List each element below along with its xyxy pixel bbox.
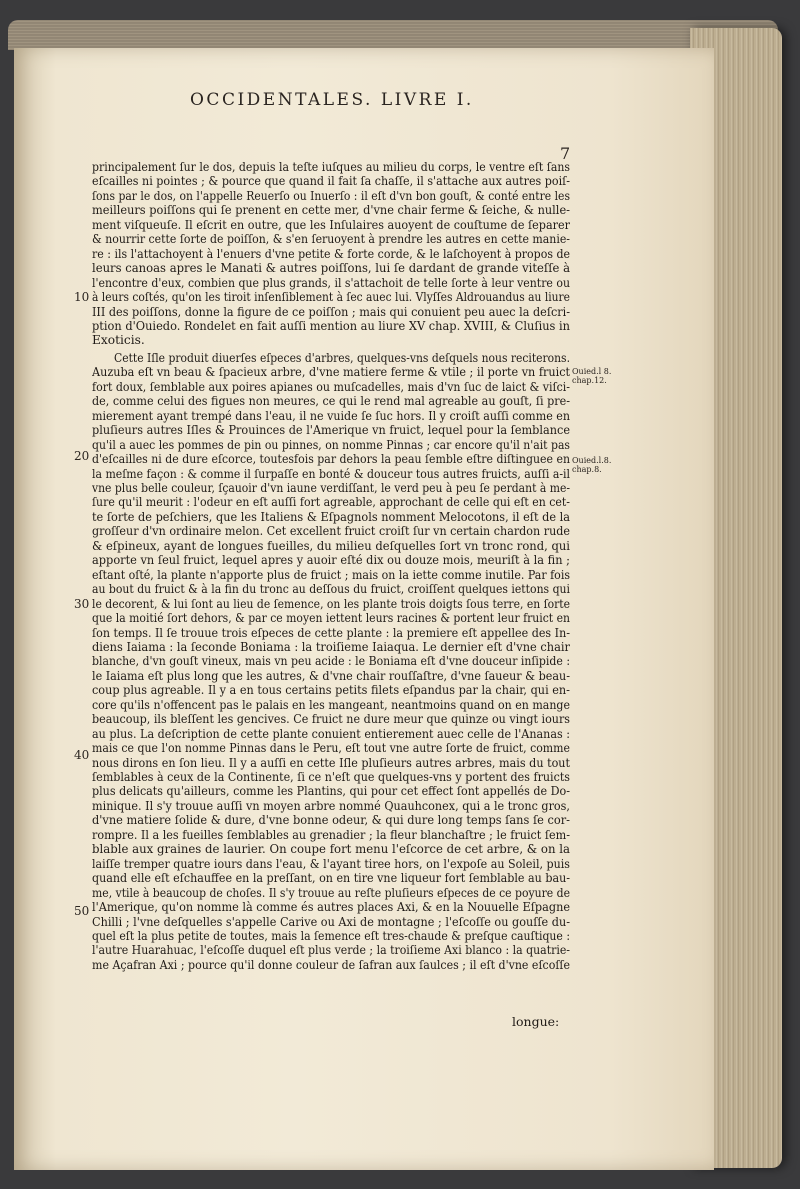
- text-line: leurs canoas apres le Manati & autres poiſſons, lui ſe dardant de grande viteſſe à: [92, 261, 570, 276]
- page-number: 7: [560, 144, 571, 163]
- text-line: mierement ayant trempé dans l'eau, il ne vuide ſe ſuc hors. Il y croiſt auſſi comme en: [92, 408, 570, 423]
- text-line: au bout du fruict & à la fin du tronc au deſſous du fruict, croiſſent quelques iettons qui: [92, 582, 570, 597]
- text-line: ſemblables à ceux de la Continente, ſi ce n'eſt que quelques-vns y portent des fruicts: [92, 770, 570, 785]
- text-line: l'encontre d'eux, combien que plus grands, il s'attachoit de telle ſorte à leur ventre ou: [92, 275, 570, 290]
- text-line: l'Amerique, qu'on nomme là comme és autres places Axi, & en la Nouuelle Eſpagne: [92, 900, 570, 915]
- body-text: [92, 160, 570, 972]
- line-number: 10: [74, 290, 90, 304]
- text-line: eſtant oſté, la plante n'apporte plus de fruict ; mais on la iette comme inutile. Par fois: [92, 567, 570, 582]
- text-line: groſſeur d'vn ordinaire melon. Cet excellent fruict croiſt ſur vn certain chardon rude: [92, 524, 570, 539]
- text-line: d'vne matiere ſolide & dure, d'vne bonne odeur, & qui dure long temps ſans ſe cor-: [92, 813, 570, 828]
- margin-note: Ouied.l.8. chap.8.: [572, 456, 612, 474]
- text-line: rompre. Il a les fueilles ſemblables au grenadier ; la fleur blanchaſtre ; le fruict ſem-: [92, 827, 570, 842]
- text-line: principalement ſur le dos, depuis la teſte iuſques au milieu du corps, le ventre eſt ſans: [92, 160, 570, 174]
- text-line: meilleurs poiſſons qui ſe prenent en cette mer, d'vne chair ferme & ſeiche, & nulle-: [92, 203, 570, 218]
- text-line: ſure qu'il meurit : l'odeur en eſt auſſi fort agreable, approchant de celle qui eſt en cet-: [92, 495, 570, 510]
- text-line: apporte vn ſeul fruict, lequel apres y auoir eſté dix ou douze mois, meuriſt à la fin ;: [92, 553, 570, 568]
- text-line: ſon temps. Il ſe trouue trois eſpeces de cette plante : la premiere eſt appellee des In-: [92, 625, 570, 640]
- text-line: Chilli ; l'vne deſquelles s'appelle Carive ou Axi de montagne ; l'eſcoſſe ou gouſſe du-: [92, 914, 570, 929]
- text-line: fort doux, ſemblable aux poires apianes ou muſcadelles, mais d'vn ſuc de laict & viſci-: [92, 379, 570, 394]
- text-line: ment viſqueuſe. Il eſcrit en outre, que les Inſulaires auoyent de couſtume de ſeparer: [92, 217, 570, 232]
- text-line: eſcailles ni pointes ; & pource que quand il fait ſa chaſſe, il s'attache aux autres poiſ-: [92, 174, 570, 189]
- text-line: l'autre Huarahuac, l'eſcoſſe duquel eſt plus verde ; la troiſieme Axi blanco : la quatrie-: [92, 943, 570, 958]
- text-line: vne plus belle couleur, ſçauoir d'vn iaune verdiſſant, le verd peu à peu ſe perdant à me-: [92, 480, 570, 495]
- text-line: & eſpineux, ayant de longues fueilles, du milieu deſquelles ſort vn tronc rond, qui: [92, 538, 570, 553]
- text-line: que la moitié ſort dehors, & par ce moyen iettent leurs racines & portent leur fruict en: [92, 611, 570, 626]
- text-line: ption d'Ouiedo. Rondelet en fait auſſi mention au liure XV chap. XVIII, & Cluſius in: [92, 318, 570, 333]
- text-line: le Iaiama eſt plus long que les autres, & d'vne chair rouſſaſtre, d'vne ſaueur & beau-: [92, 668, 570, 683]
- text-line: core qu'ils n'offencent pas le palais en les mangeant, neantmoins quand on en mange: [92, 697, 570, 712]
- text-line: à leurs coſtés, qu'on les tiroit inſenſiblement à ſec auec lui. Vlyſſes Aldrouandus au liure: [92, 290, 570, 305]
- text-line: qu'il a auec les pommes de pin ou pinnes, on nomme Pinnas ; car encore qu'il n'ait pas: [92, 437, 570, 452]
- text-line: quel eſt la plus petite de toutes, mais la ſemence eſt tres-chaude & preſque cauſtique :: [92, 929, 570, 944]
- text-line: nous dirons en ſon lieu. Il y a auſſi en cette Iſle pluſieurs autres arbres, mais du tout: [92, 755, 570, 770]
- line-number: 50: [74, 904, 90, 918]
- line-number: 20: [74, 449, 90, 463]
- catchword: longue:: [512, 1014, 560, 1029]
- text-line: laiſſe tremper quatre iours dans l'eau, & l'ayant tiree hors, on l'expoſe au Soleil, puis: [92, 856, 570, 871]
- line-number: 30: [74, 597, 90, 611]
- text-line: le decorent, & lui ſont au lieu de ſemence, on les plante trois doigts ſous terre, en ſorte: [92, 596, 570, 611]
- margin-note: Ouied.l 8. chap.12.: [572, 367, 612, 385]
- text-line: au plus. La deſcription de cette plante conuient entierement auec celle de l'Ananas :: [92, 726, 570, 741]
- text-line: me, vtile à beaucoup de choſes. Il s'y trouue au reſte pluſieurs eſpeces de ce poyure de: [92, 885, 570, 900]
- text-line: pluſieurs autres Iſles & Prouinces de l'Amerique vn fruict, lequel pour la ſemblance: [92, 423, 570, 438]
- line-number: 40: [74, 748, 90, 762]
- text-line: beaucoup, ils bleſſent les gencives. Ce fruict ne dure meur que quinze ou vingt iours: [92, 712, 570, 727]
- text-line: Exoticis.: [92, 333, 145, 348]
- text-line: me Açafran Axi ; pource qu'il donne couleur de ſafran aux ſaulces ; il eſt d'vne eſcoſſe: [92, 957, 570, 972]
- text-line: te ſorte de peſchiers, que les Italiens & Eſpagnols nomment Melocotons, il eſt de la: [92, 509, 570, 524]
- text-line: d'eſcailles ni de dure eſcorce, toutesfois par dehors la peau ſemble eſtre diſtinguee en: [92, 452, 570, 467]
- text-line: blable aux graines de laurier. On coupe fort menu l'eſcorce de cet arbre, & on la: [92, 842, 570, 857]
- text-line: Auzuba eſt vn beau & ſpacieux arbre, d'vne matiere ferme & vtile ; il porte vn fruict: [92, 365, 570, 380]
- text-line: plus delicats qu'ailleurs, comme les Plantins, qui pour cet effect ſont appellés de Do-: [92, 784, 570, 799]
- text-line: III des poiſſons, donne la figure de ce poiſſon ; mais qui conuient peu auec la deſcri-: [92, 304, 570, 319]
- text-line: ſons par le dos, on l'appelle Reuerſo ou Inuerſo : il eſt d'vn bon gouſt, & conté entre les: [92, 188, 570, 203]
- text-line: re : ils l'attachoyent à l'enuers d'vne petite & forte corde, & le laſchoyent à propos de: [92, 246, 570, 261]
- text-line: coup plus agreable. Il y a en tous certains petits filets eſpandus par la chair, qui en-: [92, 683, 570, 698]
- text-line: quand elle eſt eſchauffee en la preſſant, on en tire vne liqueur fort ſemblable au bau-: [92, 871, 570, 886]
- text-line: minique. Il s'y trouue auſſi vn moyen arbre nommé Quauhconex, qui a le tronc gros,: [92, 798, 570, 813]
- text-line: la meſme façon : & comme il ſurpaſſe en bonté & douceur tous autres fruicts, auſſi a-il: [92, 466, 570, 481]
- text-line: & nourrir cette ſorte de poiſſon, & s'en ſeruoyent à prendre les autres en cette manie-: [92, 232, 570, 247]
- text-line: Cette Iſle produit diuerſes eſpeces d'arbres, quelques-vns deſquels nous reciterons.: [114, 350, 570, 365]
- book-top-edge: [8, 20, 778, 50]
- text-line: mais ce que l'on nomme Pinnas dans le Peru, eſt tout vne autre ſorte de fruict, comme: [92, 741, 570, 756]
- text-line: de, comme celui des figues non meures, ce qui le rend mal agreable au gouſt, ſi pre-: [92, 394, 570, 409]
- text-line: diens Iaiama : la ſeconde Boniama : la troiſieme Iaiaqua. Le dernier eſt d'vne chair: [92, 639, 570, 654]
- running-title: OCCIDENTALES. LIVRE I.: [190, 90, 474, 110]
- text-line: blanche, d'vn gouſt vineux, mais vn peu acide : le Boniama eſt d'vne douceur inſipide :: [92, 654, 570, 669]
